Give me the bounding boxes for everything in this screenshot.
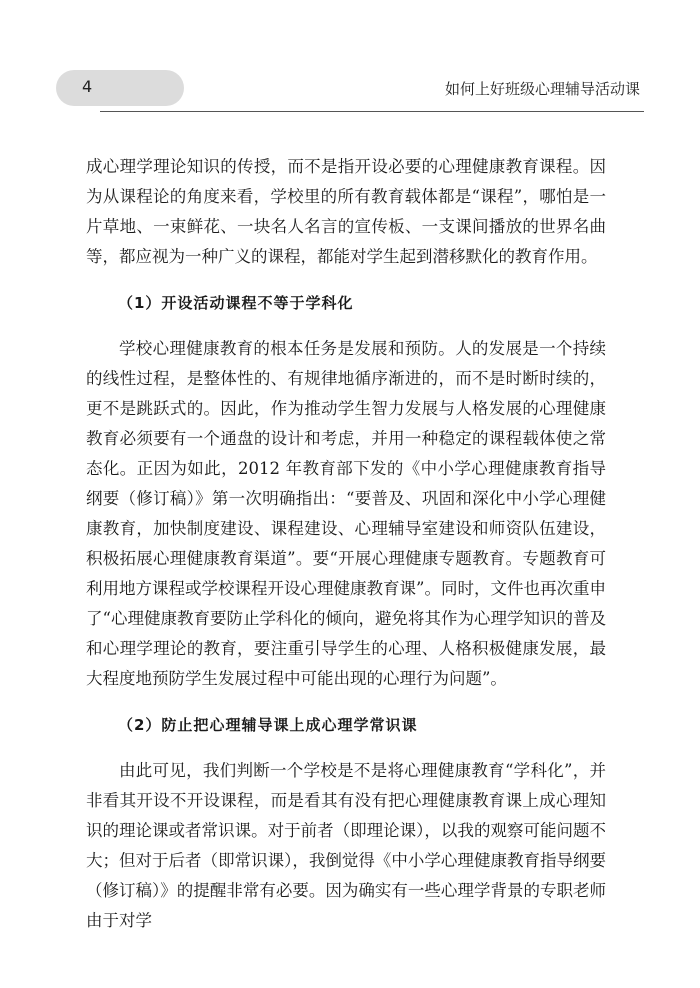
paragraph-continued: 成心理学理论知识的传授，而不是指开设必要的心理健康教育课程。因为从课程论的角度来看，学校里的所有教育载体都是“课程”，哪怕是一片草地、一束鲜花、一块名人名言的宣传板、一支课间播放的世界名曲等，都应视为一种广义的课程，都能对学生起到潜移默化的教育作用。: [86, 157, 606, 266]
page-number: 4: [82, 77, 93, 96]
section-heading-2: （2）防止把心理辅导课上成心理学常识课: [118, 716, 418, 734]
page-body: [86, 152, 606, 936]
page-header: [0, 70, 700, 110]
page-number-tab: [56, 70, 184, 106]
running-title: 如何上好班级心理辅导活动课: [444, 80, 640, 98]
header-rule: [100, 111, 644, 112]
paragraph-development: 学校心理健康教育的根本任务是发展和预防。人的发展是一个持续的线性过程，是整体性的、有规律地循序渐进的，而不是时断时续的，更不是跳跃式的。因此，作为推动学生智力发展与人格发展的心理健康教育必须要有一个通盘的设计和考虑，并用一种稳定的课程载体使之常态化。正因为如此，2012 年教育部下发的《中小学心理健康教育指导纲要（修订稿）》第一次明确指出：“要普及、巩固和深化中小学心理健康教育，加快制度建设、课程建设、心理辅导室建设和师资队伍建设，积极拓展心理健康教育渠道”。要“开展心理健康专题教育。专题教育可利用地方课程或学校课程开设心理健康教育课”。同时，文件也再次重申了“心理健康教育要防止学科化的倾向，避免将其作为心理学知识的普及和心理学理论的教育，要注重引导学生的心理、人格积极健康发展，最大程度地预防学生发展过程中可能出现的心理行为问题”。: [86, 339, 606, 688]
section-heading-1: （1）开设活动课程不等于学科化: [118, 294, 354, 312]
paragraph-judgement: 由此可见，我们判断一个学校是不是将心理健康教育“学科化”，并非看其开设不开设课程，而是看其有没有把心理健康教育课上成心理知识的理论课或者常识课。对于前者（即理论课），以我的观察可能问题不大；但对于后者（即常识课），我倒觉得《中小学心理健康教育指导纲要（修订稿）》的提醒非常有必要。因为确实有一些心理学背景的专职老师由于对学: [86, 761, 606, 930]
